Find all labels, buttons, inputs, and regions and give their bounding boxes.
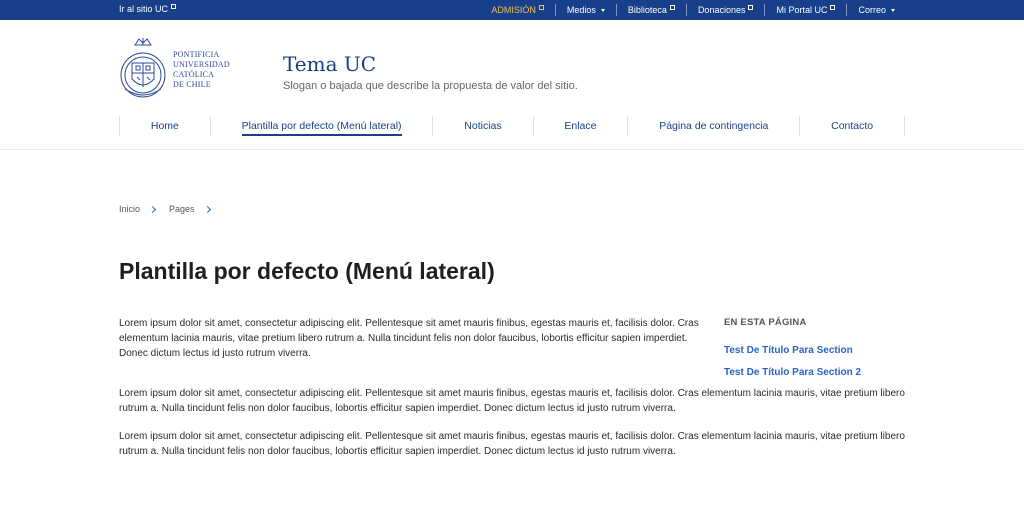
toc-heading: EN ESTA PÁGINA (724, 317, 807, 328)
breadcrumb (119, 204, 224, 214)
site-title[interactable]: Tema UC (283, 52, 377, 76)
caret-down-icon (891, 9, 895, 12)
top-link-medios[interactable] (555, 4, 616, 16)
toc-link-section-2[interactable]: Test De Título Para Section 2 (724, 367, 862, 378)
nav-item-contingencia[interactable]: Página de contingencia (627, 116, 799, 136)
top-link-label: Mi Portal UC (776, 5, 828, 15)
top-link-biblioteca[interactable] (616, 4, 686, 16)
top-link-correo[interactable] (846, 4, 906, 16)
university-name: PONTIFICIA UNIVERSIDAD CATÓLICA DE CHILE (173, 50, 230, 89)
caret-down-icon (601, 9, 605, 12)
body-paragraph: Lorem ipsum dolor sit amet, consectetur adipiscing elit. Pellentesque sit amet mauris finibus, egestas mauris et, facilisis dolor. Cras elementum lacinia mauris, vitae pretium libero rutrum a. Nulla tincidunt felis non dolor faucibus, lobortis efficitur sapien imperdiet. Donec dictum lectus id justo rutrum viverra. (119, 318, 699, 359)
top-link-label: Correo (858, 5, 886, 15)
page-title: Plantilla por defecto (Menú lateral) (119, 258, 495, 284)
chevron-right-icon (204, 205, 211, 212)
nav-item-enlace[interactable]: Enlace (533, 116, 628, 136)
top-link-label: Biblioteca (627, 5, 667, 15)
top-link-admision[interactable] (480, 4, 555, 16)
toc-link-section-1[interactable]: Test De Título Para Section (724, 345, 853, 356)
site-slogan: Slogan o bajada que describe la propuesta de valor del sitio. (283, 80, 578, 92)
top-links (480, 0, 906, 20)
external-link-icon (670, 5, 675, 10)
top-link-label: Donaciones (697, 5, 746, 15)
nav-item-noticias[interactable]: Noticias (432, 116, 532, 136)
top-link-label: Medios (566, 5, 596, 15)
top-bar (0, 0, 1024, 20)
university-seal-icon (119, 37, 167, 103)
main-nav (119, 116, 905, 136)
site-header (0, 20, 1024, 150)
body-paragraph: Lorem ipsum dolor sit amet, consectetur adipiscing elit. Pellentesque sit amet mauris finibus, egestas mauris et, facilisis dolor. Cras elementum lacinia mauris, vitae pretium libero rutrum a. Nulla tincidunt felis non dolor faucibus, lobortis efficitur sapien imperdiet. Donec dictum lectus id justo rutrum viverra. (119, 431, 905, 457)
body-paragraph: Lorem ipsum dolor sit amet, consectetur adipiscing elit. Pellentesque sit amet mauris finibus, egestas mauris et, facilisis dolor. Cras elementum lacinia mauris, vitae pretium libero rutrum a. Nulla tincidunt felis non dolor faucibus, lobortis efficitur sapien imperdiet. Donec dictum lectus id justo rutrum viverra. (119, 388, 905, 414)
nav-item-home[interactable]: Home (119, 116, 210, 136)
external-link-icon (539, 5, 544, 10)
external-link-icon (830, 5, 835, 10)
university-logo[interactable] (119, 35, 239, 105)
breadcrumb-item-pages[interactable]: Pages (169, 204, 195, 214)
external-link-icon (171, 4, 176, 9)
nav-item-contacto[interactable]: Contacto (799, 116, 905, 136)
top-link-label: ADMISIÓN (491, 5, 536, 15)
external-link-icon (748, 5, 753, 10)
top-link-donaciones[interactable] (686, 4, 765, 16)
go-to-uc-link[interactable] (119, 4, 176, 14)
nav-item-plantilla[interactable]: Plantilla por defecto (Menú lateral) (210, 116, 433, 136)
in-page-toc (724, 317, 861, 378)
top-link-mi-portal[interactable] (764, 4, 846, 16)
chevron-right-icon (149, 205, 156, 212)
breadcrumb-item-inicio[interactable]: Inicio (119, 204, 141, 214)
go-to-uc-label: Ir al sitio UC (119, 4, 169, 14)
